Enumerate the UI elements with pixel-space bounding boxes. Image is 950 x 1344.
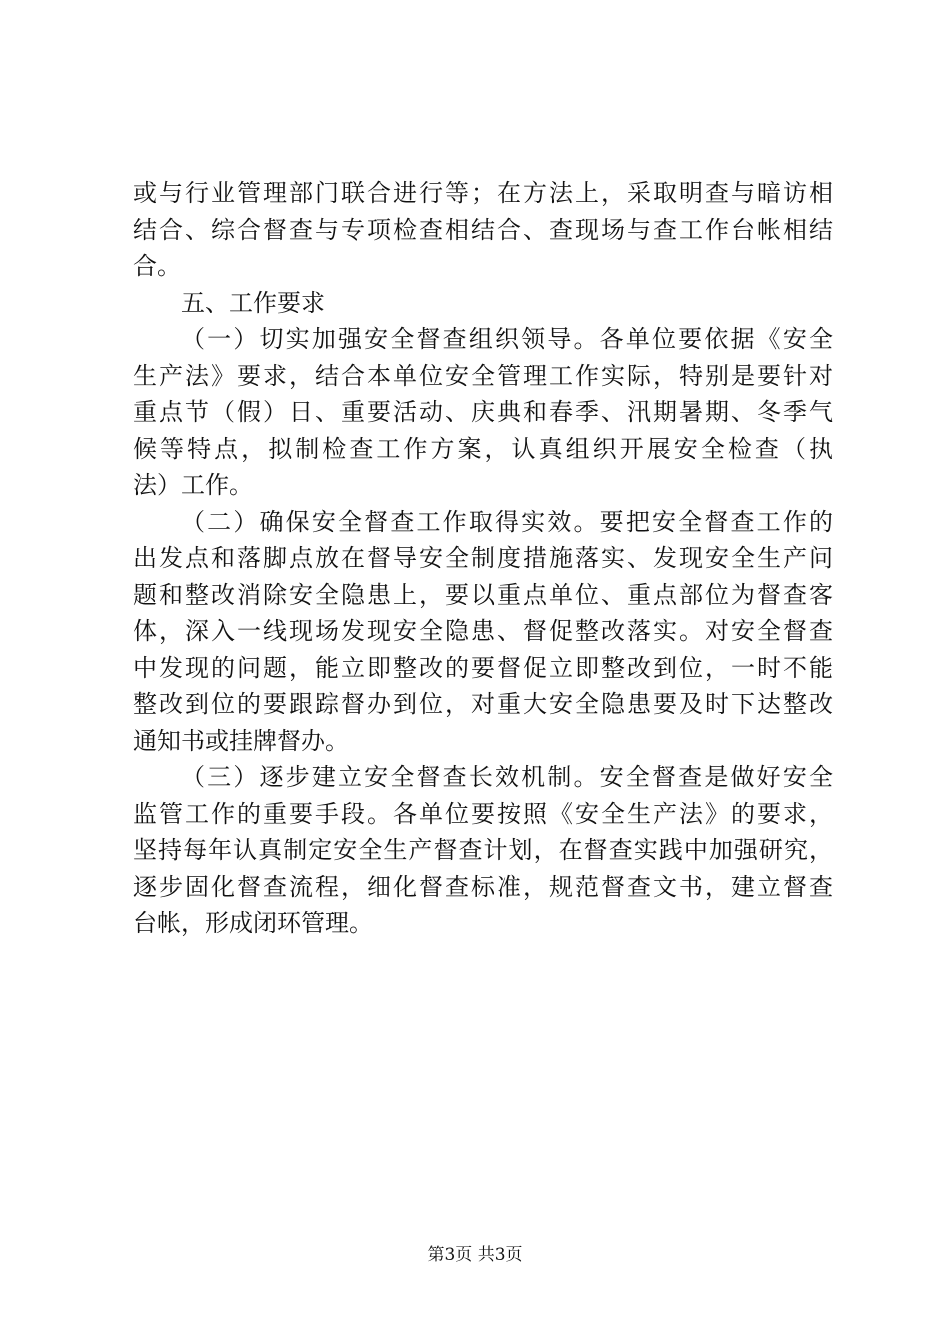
text-line: 坚持每年认真制定安全生产督查计划，在督查实践中加强研究， bbox=[133, 836, 833, 864]
text-line: 出发点和落脚点放在督导安全制度措施落实、发现安全生产问 bbox=[133, 544, 833, 572]
page-number-footer: 第3页 共3页 bbox=[427, 1245, 523, 1265]
text-line: 逐步固化督查流程，细化督查标准，规范督查文书，建立督查 bbox=[133, 872, 833, 901]
text-line: 重点节（假）日、重要活动、庆典和春季、汛期暑期、冬季气 bbox=[133, 398, 833, 426]
paragraph-first-line: （三）逐步建立安全督查长效机制。安全督查是做好安全 bbox=[181, 763, 833, 791]
text-line: 结合、综合督查与专项检查相结合、查现场与查工作台帐相结 bbox=[133, 215, 833, 244]
text-line: 候等特点，拟制检查工作方案，认真组织开展安全检查（执 bbox=[133, 434, 833, 463]
text-line: 体，深入一线现场发现安全隐患、督促整改落实。对安全督查 bbox=[133, 617, 833, 645]
text-line: 台帐，形成闭环管理。 bbox=[133, 909, 373, 937]
section-heading: 五、工作要求 bbox=[181, 288, 325, 317]
text-line: 监管工作的重要手段。各单位要按照《安全生产法》的要求， bbox=[133, 799, 833, 828]
text-line: 中发现的问题，能立即整改的要督促立即整改到位，一时不能 bbox=[133, 653, 833, 682]
text-line: 或与行业管理部门联合进行等；在方法上，采取明查与暗访相 bbox=[133, 179, 833, 207]
text-line: 通知书或挂牌督办。 bbox=[133, 726, 349, 755]
text-line: 生产法》要求，结合本单位安全管理工作实际，特别是要针对 bbox=[133, 361, 833, 390]
paragraph-first-line: （一）切实加强安全督查组织领导。各单位要依据《安全 bbox=[181, 325, 833, 353]
paragraph-first-line: （二）确保安全督查工作取得实效。要把安全督查工作的 bbox=[181, 507, 833, 536]
text-line: 题和整改消除安全隐患上，要以重点单位、重点部位为督查客 bbox=[133, 580, 833, 609]
text-line: 法）工作。 bbox=[133, 471, 253, 499]
text-line: 合。 bbox=[133, 252, 181, 280]
text-line: 整改到位的要跟踪督办到位，对重大安全隐患要及时下达整改 bbox=[133, 690, 833, 718]
document-body bbox=[133, 175, 833, 942]
